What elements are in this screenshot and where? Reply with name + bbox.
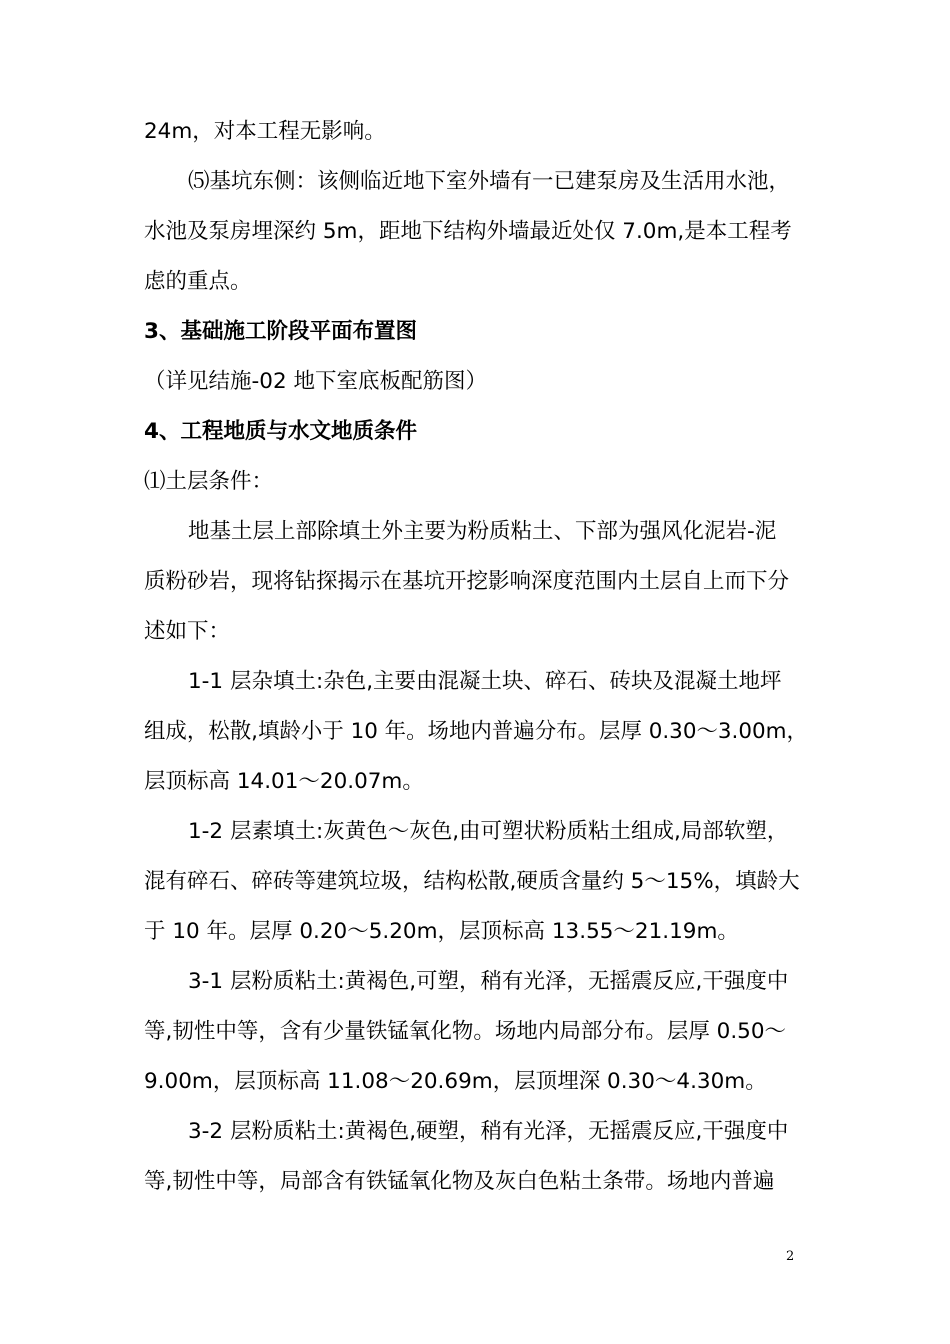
body-text-line: 于 10 年。层厚 0.20～5.20m，层顶标高 13.55～21.19m。 xyxy=(144,919,739,944)
body-text-line: 等,韧性中等，局部含有铁锰氧化物及灰白色粘土条带。场地内普遍 xyxy=(144,1169,775,1194)
body-text-line: 组成，松散,填龄小于 10 年。场地内普遍分布。层厚 0.30～3.00m， xyxy=(144,719,808,744)
body-text-line: 等,韧性中等，含有少量铁锰氧化物。场地内局部分布。层厚 0.50～ xyxy=(144,1019,787,1044)
body-text-line: 3-2 层粉质粘土:黄褐色,硬塑，稍有光泽，无摇震反应,干强度中 xyxy=(188,1119,789,1144)
body-text-line: 层顶标高 14.01～20.07m。 xyxy=(144,769,424,794)
section-heading: 4、工程地质与水文地质条件 xyxy=(144,419,417,444)
body-text-line: 水池及泵房埋深约 5m，距地下结构外墙最近处仅 7.0m,是本工程考 xyxy=(144,219,792,244)
body-text-line: 质粉砂岩，现将钻探揭示在基坑开挖影响深度范围内土层自上而下分 xyxy=(144,569,790,594)
body-text-line: 9.00m，层顶标高 11.08～20.69m，层顶埋深 0.30～4.30m。 xyxy=(144,1069,767,1094)
body-text-line: ⑸基坑东侧：该侧临近地下室外墙有一已建泵房及生活用水池， xyxy=(188,169,791,194)
body-text-line: （详见结施-02 地下室底板配筋图） xyxy=(144,369,487,394)
body-text-line: 混有碎石、碎砖等建筑垃圾，结构松散,硬质含量约 5～15%，填龄大 xyxy=(144,869,800,894)
section-heading: 3、基础施工阶段平面布置图 xyxy=(144,319,417,344)
body-text-line: 述如下： xyxy=(144,619,231,644)
body-text-line: 3-1 层粉质粘土:黄褐色,可塑，稍有光泽，无摇震反应,干强度中 xyxy=(188,969,789,994)
body-text-line: 1-2 层素填土:灰黄色～灰色,由可塑状粉质粘土组成,局部软塑， xyxy=(188,819,789,844)
body-text-line: 24m，对本工程无影响。 xyxy=(144,119,386,144)
subsection-heading: ⑴土层条件： xyxy=(144,469,274,494)
page-number: 2 xyxy=(786,1249,795,1264)
body-text-line: 虑的重点。 xyxy=(144,269,252,294)
body-text-line: 1-1 层杂填土:杂色,主要由混凝土块、碎石、砖块及混凝土地坪 xyxy=(188,669,782,694)
body-text-line: 地基土层上部除填土外主要为粉质粘土、下部为强风化泥岩-泥 xyxy=(188,519,777,544)
